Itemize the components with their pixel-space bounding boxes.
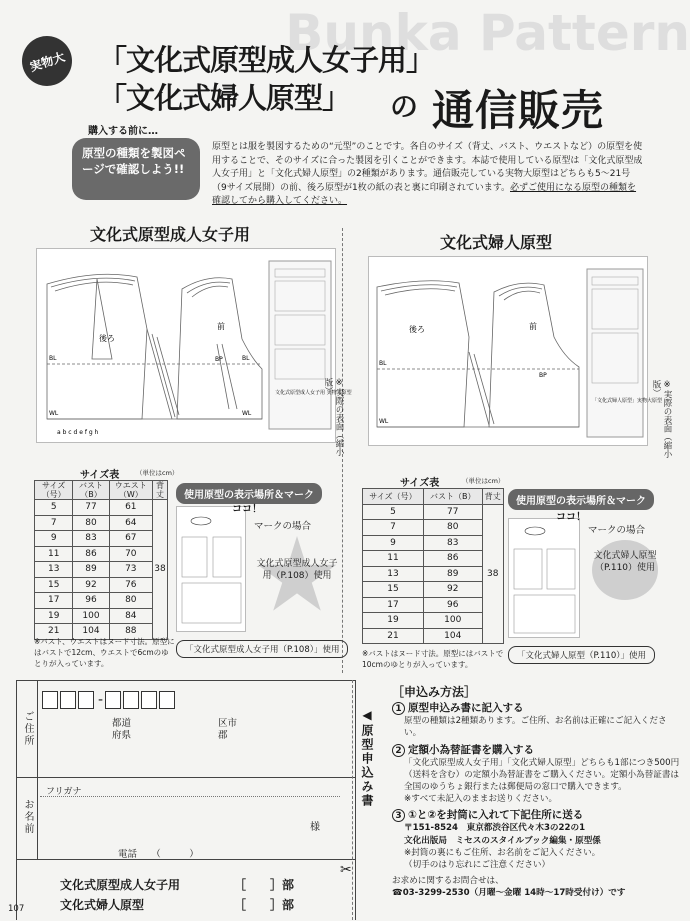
left-here-label: ココ！ — [232, 504, 262, 515]
cut-line — [352, 680, 353, 920]
address-label: ご住所 — [22, 711, 33, 747]
cell: 77 — [73, 500, 109, 516]
step-2-note: ※すべて未記入のままお送りください。 — [404, 794, 558, 805]
order-item-1: 文化式原型成人女子用 — [60, 878, 181, 892]
right-bl-label: BL — [379, 360, 387, 367]
order-item-2: 文化式婦人原型 — [60, 898, 145, 912]
right-size-table-title: サイズ表 — [400, 478, 440, 489]
furigana-label: フリガナ — [46, 787, 82, 797]
step-number: 2 — [392, 744, 405, 757]
left-thumb-sketch — [177, 507, 247, 633]
cell: 86 — [73, 546, 109, 562]
mail-address: 〒151-8524 東京都渋谷区代々木3の22の1 — [404, 823, 586, 834]
postal-box[interactable] — [123, 691, 139, 709]
right-oval-text: 文化式婦人原型（P.110）使用 — [593, 551, 657, 573]
cell: 5 — [35, 500, 73, 516]
postal-box[interactable] — [78, 691, 94, 709]
postal-code-boxes[interactable] — [42, 689, 177, 709]
left-pattern-preview — [36, 248, 352, 443]
postal-box[interactable] — [42, 691, 58, 709]
cell: 61 — [109, 500, 152, 516]
right-size-note: ※バストはヌード寸法。原型にはバストで10cmのゆとりが入っています。 — [362, 649, 504, 669]
intro-text: 原型とは服を製図するための“元型”のことです。各自のサイズ（背丈、バスト、ウエストなど）の原型を使用することで、そのサイズに合った製図を引くことができます。本誌で使用している原型は「文化式原型成人女子用」と「文化式婦人原型」の2種類があります。通信販売している実物大原型はどちらも5〜21号（9サイズ展開）の前、後ろ原型が1枚の紙の表と裏に印刷されています。 — [212, 142, 643, 193]
cell: 76 — [109, 577, 152, 593]
form-label-col — [37, 681, 38, 859]
table-row — [35, 593, 168, 609]
table-row — [363, 504, 504, 520]
left-front-label: 前 — [217, 322, 225, 331]
right-thumb-sketch — [509, 519, 581, 639]
postal-box[interactable] — [60, 691, 76, 709]
step-3-text: ①と②を封筒に入れて下記住所に送る — [408, 809, 584, 822]
left-wl-label: WL — [49, 410, 59, 417]
left-back-length: 38 — [152, 500, 167, 640]
left-bp-label: BP — [215, 356, 223, 363]
left-usage-page-thumb — [176, 506, 246, 632]
right-size-table — [362, 488, 504, 644]
form-divider-1 — [17, 777, 356, 778]
shiku-label: 区市郡 — [218, 718, 238, 741]
left-th-waist: ウエスト（W） — [109, 481, 152, 500]
left-bl-label: BL — [49, 355, 57, 362]
cell: 5 — [363, 504, 424, 520]
mail-company: 文化出版局 ミセスのスタイルブック編集・原型係 — [404, 835, 601, 846]
cell: 17 — [363, 597, 424, 613]
cell: 80 — [423, 520, 482, 536]
phone-field[interactable]: 電話 （ ） — [118, 849, 199, 860]
cell: 9 — [35, 531, 73, 547]
left-usage-pill: 「文化式原型成人女子用（P.108）」使用 — [176, 640, 348, 658]
cell: 19 — [363, 613, 424, 629]
left-usage-tag: 使用原型の表示場所＆マーク — [176, 483, 322, 504]
check-bubble: 原型の種類を製図ページで確認しよう!! — [72, 138, 200, 200]
table-row — [35, 546, 168, 562]
right-th-bust: バスト（B） — [423, 489, 482, 505]
how-to-order — [392, 686, 682, 900]
table-row — [35, 577, 168, 593]
cell: 13 — [35, 562, 73, 578]
left-th-size: サイズ（号） — [35, 481, 73, 500]
right-mark-case: マークの場合 — [588, 525, 646, 536]
left-mark-case: マークの場合 — [254, 521, 312, 532]
right-here-label: ココ！ — [556, 512, 586, 523]
step-2-text: 定額小為替証書を購入する — [408, 743, 534, 756]
step-1-text: 原型申込み書に記入する — [408, 702, 524, 715]
left-section-title: 文化式原型成人女子用 — [90, 225, 251, 244]
cell: 100 — [423, 613, 482, 629]
cell: 67 — [109, 531, 152, 547]
step-3-title — [392, 809, 682, 822]
step-1-body: 原型の種類は2種類あります。ご住所、お名前は正確にご記入ください。 — [404, 716, 667, 739]
step-1-title — [392, 702, 682, 715]
cell: 15 — [363, 582, 424, 598]
cell: 9 — [363, 535, 424, 551]
todofuken-label: 都道府県 — [112, 718, 132, 741]
sama-label: 様 — [310, 822, 320, 833]
right-usage-page-thumb — [508, 518, 580, 638]
intro-underline: 必ずご使用になる原型の種類を確認してから購入してください。 — [212, 182, 637, 206]
cell: 15 — [35, 577, 73, 593]
left-size-table-title: サイズ表 — [80, 470, 120, 481]
pre-purchase-label: 購入する前に… — [88, 126, 158, 137]
table-row — [35, 562, 168, 578]
cell: 21 — [363, 628, 424, 644]
order-qty-2[interactable]: ［ ］部 — [234, 898, 295, 912]
cell: 11 — [35, 546, 73, 562]
cell: 70 — [109, 546, 152, 562]
right-wl-label: WL — [379, 418, 389, 425]
cell: 92 — [73, 577, 109, 593]
title-no: の — [390, 90, 419, 123]
left-size-unit: （単位はcm） — [136, 469, 179, 477]
name-label: お名前 — [22, 799, 33, 835]
cell: 96 — [423, 597, 482, 613]
right-pattern-drawing — [369, 257, 663, 447]
right-size-unit: （単位はcm） — [462, 477, 505, 485]
cell: 11 — [363, 551, 424, 567]
table-row — [35, 531, 168, 547]
cell: 89 — [423, 566, 482, 582]
right-th-back: 背丈 — [482, 489, 503, 505]
cell: 100 — [73, 608, 109, 624]
step-number: 1 — [392, 702, 405, 715]
right-back-length: 38 — [482, 504, 503, 644]
inquiry-text: お求めに関するお問合せは、 — [392, 876, 504, 887]
actual-size-badge: 実物大 — [15, 29, 78, 92]
left-size-table — [34, 480, 168, 640]
left-letters: a b c d e f g h — [57, 429, 99, 436]
order-qty-1[interactable]: ［ ］部 — [234, 878, 295, 892]
step-2-body: 「文化式原型成人女子用」「文化式婦人原型」どちらも1部につき500円（送料を含む）の定額小為替証書をご購入ください。定額小為替証書は全国のゆうちょ銀行または郵便局の窓口で購入できます。 — [404, 757, 680, 793]
table-row — [35, 608, 168, 624]
cell: 83 — [73, 531, 109, 547]
left-actual-note: ※実際の表面（縮小版） — [323, 378, 344, 456]
right-th-size: サイズ（号） — [363, 489, 424, 505]
right-usage-pill: 「文化式婦人原型（P.110）」使用 — [508, 646, 655, 664]
step-3-note-a: ※封筒の裏にもご住所、お名前をご記入ください。 — [404, 847, 601, 858]
form-vertical-title: ◀原型申込み書 — [360, 708, 374, 808]
title-line-1: 「文化式原型成人女子用」 — [98, 43, 435, 77]
right-bp-label: BP — [539, 372, 547, 379]
left-back-label: 後ろ — [99, 334, 115, 343]
postal-box[interactable] — [141, 691, 157, 709]
how-title: ［申込み方法］ — [392, 685, 477, 699]
cell: 86 — [423, 551, 482, 567]
left-pattern-drawing — [37, 249, 352, 444]
left-th-bust: バスト（B） — [73, 481, 109, 500]
left-bl-label-2: BL — [242, 355, 250, 362]
intro-paragraph — [212, 141, 644, 209]
right-section-title: 文化式婦人原型 — [440, 233, 553, 252]
step-3-note-b: （切手のはり忘れにご注意ください） — [404, 860, 551, 871]
page-title: 通信販売 — [432, 86, 605, 135]
right-front-label: 前 — [529, 322, 537, 331]
inquiry-phone: ☎03-3299-2530（月曜〜金曜 14時〜17時受付け）です — [392, 888, 626, 899]
title-line-2: 「文化式婦人原型」 — [98, 81, 351, 115]
cell: 80 — [73, 515, 109, 531]
left-th-back: 背丈 — [152, 481, 167, 500]
table-row — [35, 500, 168, 516]
cell: 104 — [423, 628, 482, 644]
postal-box[interactable] — [105, 691, 121, 709]
right-pattern-preview — [368, 256, 663, 446]
cell: 13 — [363, 566, 424, 582]
cell: 89 — [73, 562, 109, 578]
right-usage-tag: 使用原型の表示場所＆マーク — [508, 489, 654, 510]
cell: 7 — [363, 520, 424, 536]
scissors-icon: ✂ — [340, 862, 352, 878]
cell: 19 — [35, 608, 73, 624]
step-number: 3 — [392, 809, 405, 822]
right-thumb-text: 「文化式婦人原型」実物大原型 — [592, 398, 663, 404]
cell: 96 — [73, 593, 109, 609]
cell: 17 — [35, 593, 73, 609]
table-row — [35, 515, 168, 531]
step-2-title — [392, 744, 682, 757]
cell: 73 — [109, 562, 152, 578]
cell: 21 — [35, 624, 73, 640]
cell: 83 — [423, 535, 482, 551]
furigana-line — [40, 796, 340, 797]
cell: 92 — [423, 582, 482, 598]
postal-dash: - — [98, 692, 104, 708]
left-thumb-text: 文化式原型成人女子用 実物大原型 — [275, 390, 352, 396]
right-actual-note: ※実際の表面（縮小版） — [651, 380, 672, 458]
cell: 104 — [73, 624, 109, 640]
left-star-text: 文化式原型成人女子用（P.108）使用 — [256, 559, 338, 581]
cell: 7 — [35, 515, 73, 531]
left-size-note: ※バスト、ウエストはヌード寸法。原型にはバストで12cm、ウエストで6cmのゆとりが入っています。 — [34, 637, 175, 668]
right-back-label: 後ろ — [409, 325, 425, 334]
postal-box[interactable] — [159, 691, 175, 709]
page-number: 107 — [8, 904, 25, 914]
cell: 84 — [109, 608, 152, 624]
left-wl-label-2: WL — [242, 410, 252, 417]
cell: 64 — [109, 515, 152, 531]
cell: 80 — [109, 593, 152, 609]
cell: 88 — [109, 624, 152, 640]
header-ghost-text: Bunka Pattern — [285, 4, 690, 62]
cell: 77 — [423, 504, 482, 520]
